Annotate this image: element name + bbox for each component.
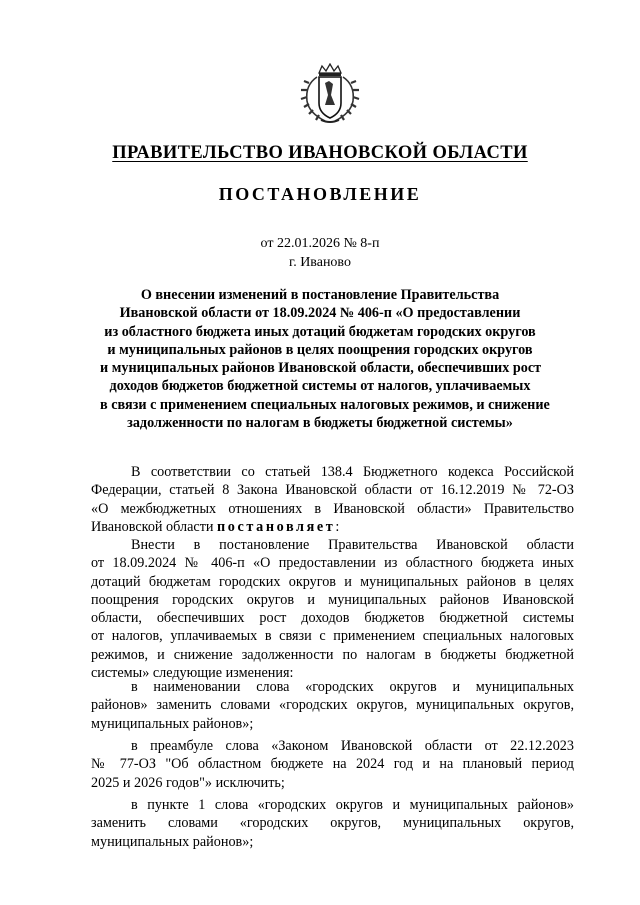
- government-title: ПРАВИТЕЛЬСТВО ИВАНОВСКОЙ ОБЛАСТИ: [112, 143, 528, 163]
- heading-line: из областного бюджета иных дотаций бюджетам городских округов: [104, 323, 536, 340]
- heading-line: и муниципальных районов в целях поощрения городских округов: [107, 341, 533, 358]
- city: г. Иваново: [289, 255, 351, 270]
- body-line: 2025 и 2026 годов"» исключить;: [91, 774, 285, 791]
- body-line: дотаций бюджетам городских округов и муниципальных районов в целях: [91, 573, 574, 590]
- decree-word: постановляет: [217, 518, 336, 535]
- document-heading: [100, 286, 550, 432]
- coat-of-arms-emblem: [295, 63, 365, 125]
- body-line: Внести в постановление Правительства Ивановской области: [131, 537, 574, 553]
- date-number: от 22.01.2026 № 8-п: [260, 236, 380, 251]
- subitem-3: [91, 796, 574, 851]
- subitem-1: [91, 678, 574, 733]
- body-text: :: [335, 518, 340, 535]
- body-line: от 18.09.2024 № 406-п «О предоставлении из областного бюджета иных: [91, 555, 574, 572]
- body-line: поощрения городских округов и муниципальных районов Ивановской: [91, 591, 574, 608]
- body-text: Ивановской области: [91, 518, 218, 535]
- body-line: области, обеспечивших рост доходов бюджетов бюджетной системы: [91, 610, 574, 627]
- body-line: в пункте 1 слова «городских округов и муниципальных районов»: [131, 797, 574, 813]
- body-line: Федерации, статьей 8 Закона Ивановской области от 16.12.2019 № 72-ОЗ: [91, 482, 574, 499]
- heading-line: О внесении изменений в постановление Правительства: [140, 287, 500, 303]
- clause-1-paragraph: [91, 536, 574, 682]
- body-line: № 77-ОЗ "Об областном бюджете на 2024 год и на плановый период: [91, 756, 574, 773]
- body-line: муниципальных районов»;: [91, 833, 254, 850]
- heading-line: и муниципальных районов Ивановской области, обеспечивших рост: [100, 360, 542, 377]
- subitem-2: [91, 737, 574, 792]
- body-line: заменить словами «городских округов, муниципальных округов,: [91, 815, 574, 832]
- body-line: в наименовании слова «городских округов и муниципальных: [131, 679, 574, 695]
- body-line: муниципальных районов»;: [91, 715, 254, 732]
- preamble-paragraph: [91, 463, 574, 536]
- body-line: [91, 518, 574, 536]
- heading-line: Ивановской области от 18.09.2024 № 406-п «О предоставлении: [119, 305, 521, 322]
- body-line: в преамбуле слова «Законом Ивановской области от 22.12.2023: [131, 738, 574, 754]
- body-line: «О межбюджетных отношениях в Ивановской области» Правительство: [91, 500, 574, 517]
- body-line: В соответствии со статьей 138.4 Бюджетного кодекса Российской: [131, 464, 574, 480]
- body-line: районов» заменить словами «городских округов, муниципальных округов,: [91, 697, 574, 714]
- body-line: системы» следующие изменения:: [91, 665, 294, 682]
- heading-line: задолженности по налогам в бюджеты бюджетной системы»: [127, 415, 513, 432]
- heading-line: в связи с применением специальных налоговых режимов, и снижение: [100, 396, 550, 413]
- body-line: от налогов, уплачиваемых в связи с применением специальных налоговых: [91, 628, 574, 645]
- document-type: ПОСТАНОВЛЕНИЕ: [218, 184, 422, 204]
- body-line: режимов, и снижение задолженности по налогам в бюджеты бюджетной: [91, 646, 574, 663]
- heading-line: доходов бюджетов бюджетной системы от налогов, уплачиваемых: [109, 378, 531, 395]
